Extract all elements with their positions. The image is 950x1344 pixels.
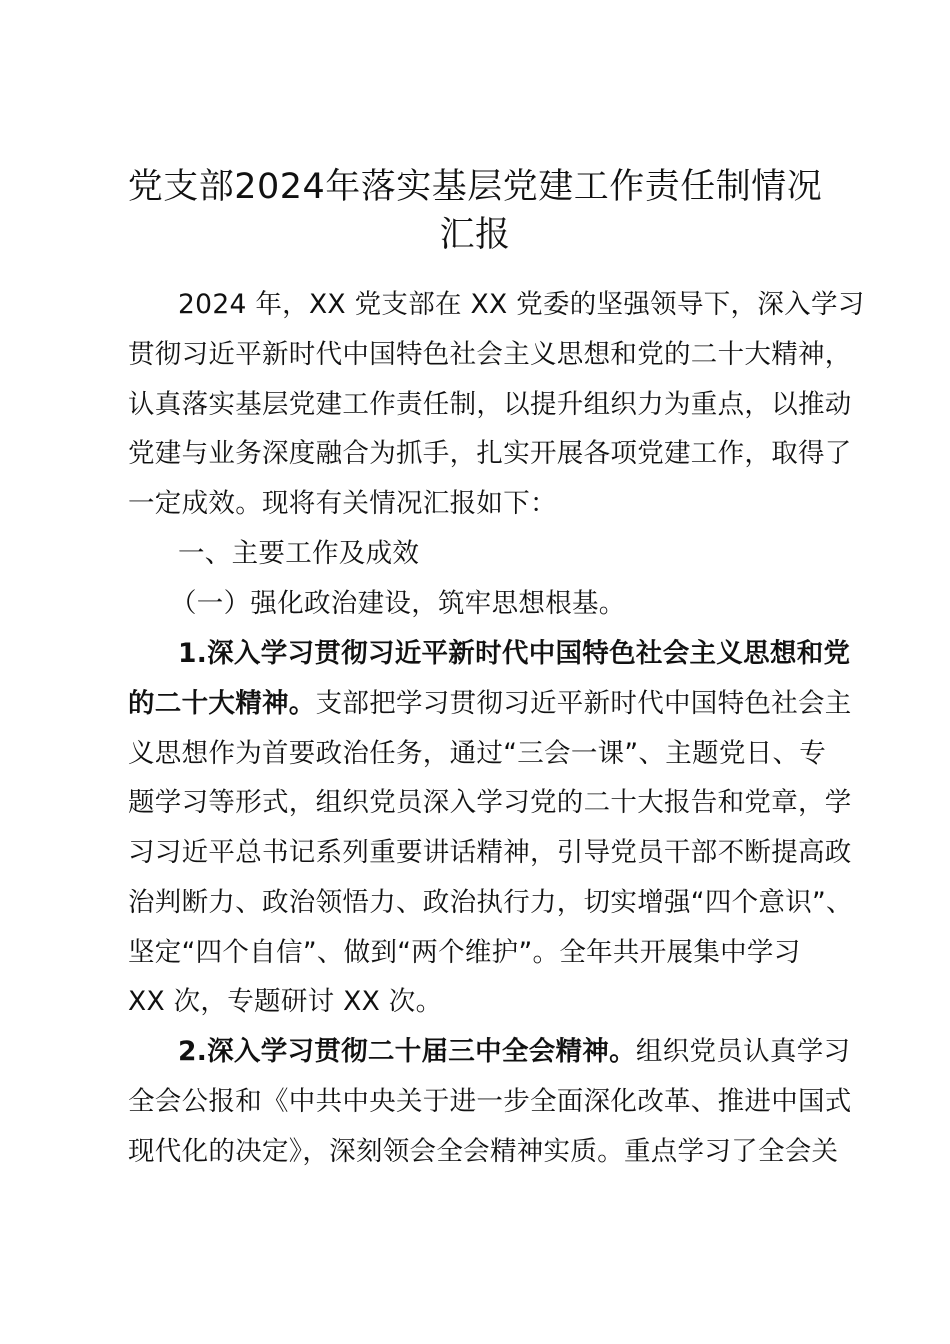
item-2-bold-title: 2.深入学习贯彻二十届三中全会精神。 — [178, 1036, 636, 1067]
item-1-bold-title-end: 的二十大精神。 — [128, 688, 316, 719]
item-1-line: 题学习等形式，组织党员深入学习党的二十大报告和党章，学 — [128, 787, 852, 818]
item-1-line: 治判断力、政治领悟力、政治执行力，切实增强“四个意识”、 — [128, 887, 853, 918]
item-1-line: 习习近平总书记系列重要讲话精神，引导党员干部不断提高政 — [128, 837, 852, 868]
item-2-line: 全会公报和《中共中央关于进一步全面深化改革、推进中国式 — [128, 1086, 852, 1117]
intro-line: 2024 年，XX 党支部在 XX 党委的坚强领导下，深入学习 — [178, 289, 865, 320]
item-2-line: 现代化的决定》，深刻领会全会精神实质。重点学习了全会关 — [128, 1136, 839, 1167]
subsection-heading: （一）强化政治建设，筑牢思想根基。 — [170, 588, 626, 619]
item-1-line: XX 次，专题研讨 XX 次。 — [128, 986, 443, 1017]
intro-line: 贯彻习近平新时代中国特色社会主义思想和党的二十大精神， — [128, 339, 852, 370]
document-title-line-2: 汇报 — [439, 215, 511, 255]
intro-line: 一定成效。现将有关情况汇报如下： — [128, 488, 557, 519]
section-heading: 一、主要工作及成效 — [178, 538, 420, 569]
item-1-line — [128, 687, 852, 721]
item-2-line — [178, 1035, 850, 1069]
item-1-text: 支部把学习贯彻习近平新时代中国特色社会主 — [315, 688, 852, 719]
item-1-line: 坚定“四个自信”、做到“两个维护”。全年共开展集中学习 — [128, 937, 801, 968]
intro-line: 认真落实基层党建工作责任制，以提升组织力为重点，以推动 — [128, 389, 852, 420]
document-title-line-1: 党支部2024年落实基层党建工作责任制情况 — [127, 167, 823, 207]
item-2-text: 组织党员认真学习 — [635, 1036, 851, 1067]
item-1-line: 义思想作为首要政治任务，通过“三会一课”、主题党日、专 — [128, 738, 827, 769]
item-1-bold-title: 1.深入学习贯彻习近平新时代中国特色社会主义思想和党 — [178, 638, 851, 669]
intro-line: 党建与业务深度融合为抓手，扎实开展各项党建工作，取得了 — [128, 438, 852, 469]
